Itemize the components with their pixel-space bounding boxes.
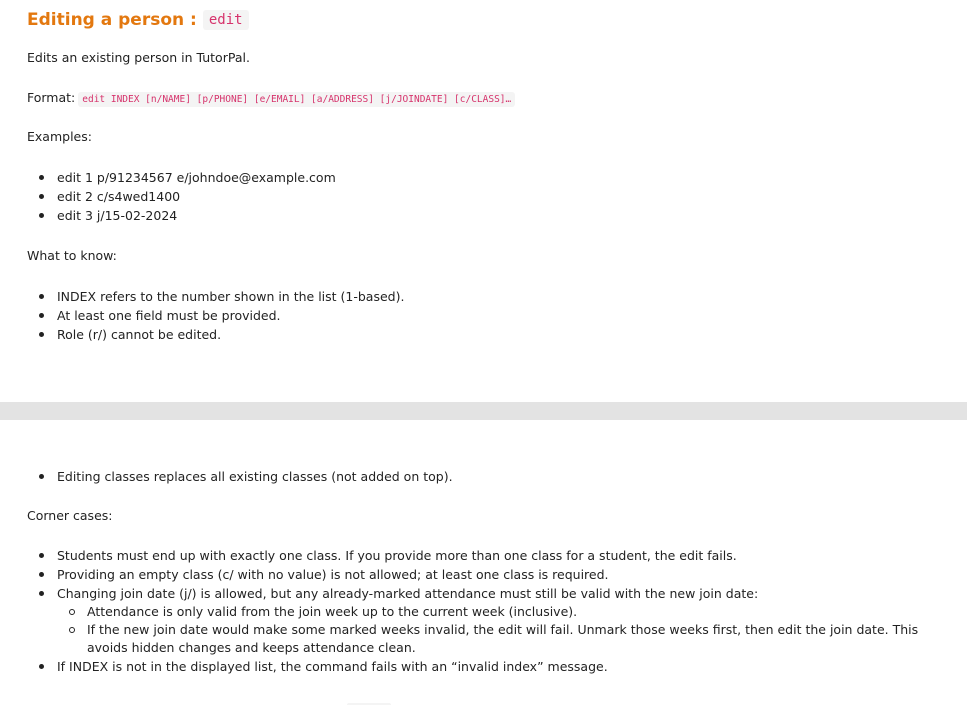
heading-command-code: edit	[203, 10, 249, 30]
examples-list	[27, 168, 927, 225]
format-label: Format:	[27, 90, 76, 105]
list-item-text: Changing join date (j/) is allowed, but any already-marked attendance must still be valid with the new join date:	[57, 586, 759, 601]
format-code: edit INDEX [n/NAME] [p/PHONE] [e/EMAIL] [a/ADDRESS] [j/JOINDATE] [c/CLASS]…	[78, 92, 515, 107]
document-page-bottom	[0, 420, 967, 705]
description-text: Edits an existing person in TutorPal.	[27, 50, 250, 65]
examples-label: Examples:	[27, 129, 92, 144]
sub-list-item: Attendance is only valid from the join week up to the current week (inclusive).	[57, 603, 927, 621]
list-item: Students must end up with exactly one class. If you provide more than one class for a student, the edit fails.	[27, 546, 927, 565]
list-item: edit 1 p/91234567 e/johndoe@example.com	[27, 168, 927, 187]
list-item: Role (r/) cannot be edited.	[27, 325, 927, 344]
list-item: Editing classes replaces all existing classes (not added on top).	[27, 467, 927, 486]
list-item: If INDEX is not in the displayed list, the command fails with an “invalid index” message.	[27, 657, 927, 676]
format-line	[27, 89, 515, 109]
what-to-know-label: What to know:	[27, 248, 117, 263]
page-gap-divider	[0, 402, 967, 420]
corner-cases-list	[27, 546, 927, 676]
corner-cases-label: Corner cases:	[27, 508, 113, 523]
list-item	[27, 584, 927, 657]
list-item: Providing an empty class (c/ with no value) is not allowed; at least one class is required.	[27, 565, 927, 584]
section-heading	[27, 6, 249, 34]
sub-list-item: If the new join date would make some marked weeks invalid, the edit will fail. Unmark those weeks first, then edit the join date. This avoids hidden changes and keeps attendance clean.	[57, 621, 927, 657]
heading-title: Editing a person :	[27, 10, 197, 30]
what-to-know-list-continued	[27, 467, 927, 486]
list-item: edit 3 j/15-02-2024	[27, 206, 927, 225]
list-item: edit 2 c/s4wed1400	[27, 187, 927, 206]
list-item: At least one field must be provided.	[27, 306, 927, 325]
corner-cases-sublist	[57, 603, 927, 657]
list-item: INDEX refers to the number shown in the list (1-based).	[27, 287, 927, 306]
what-to-know-list	[27, 287, 927, 344]
